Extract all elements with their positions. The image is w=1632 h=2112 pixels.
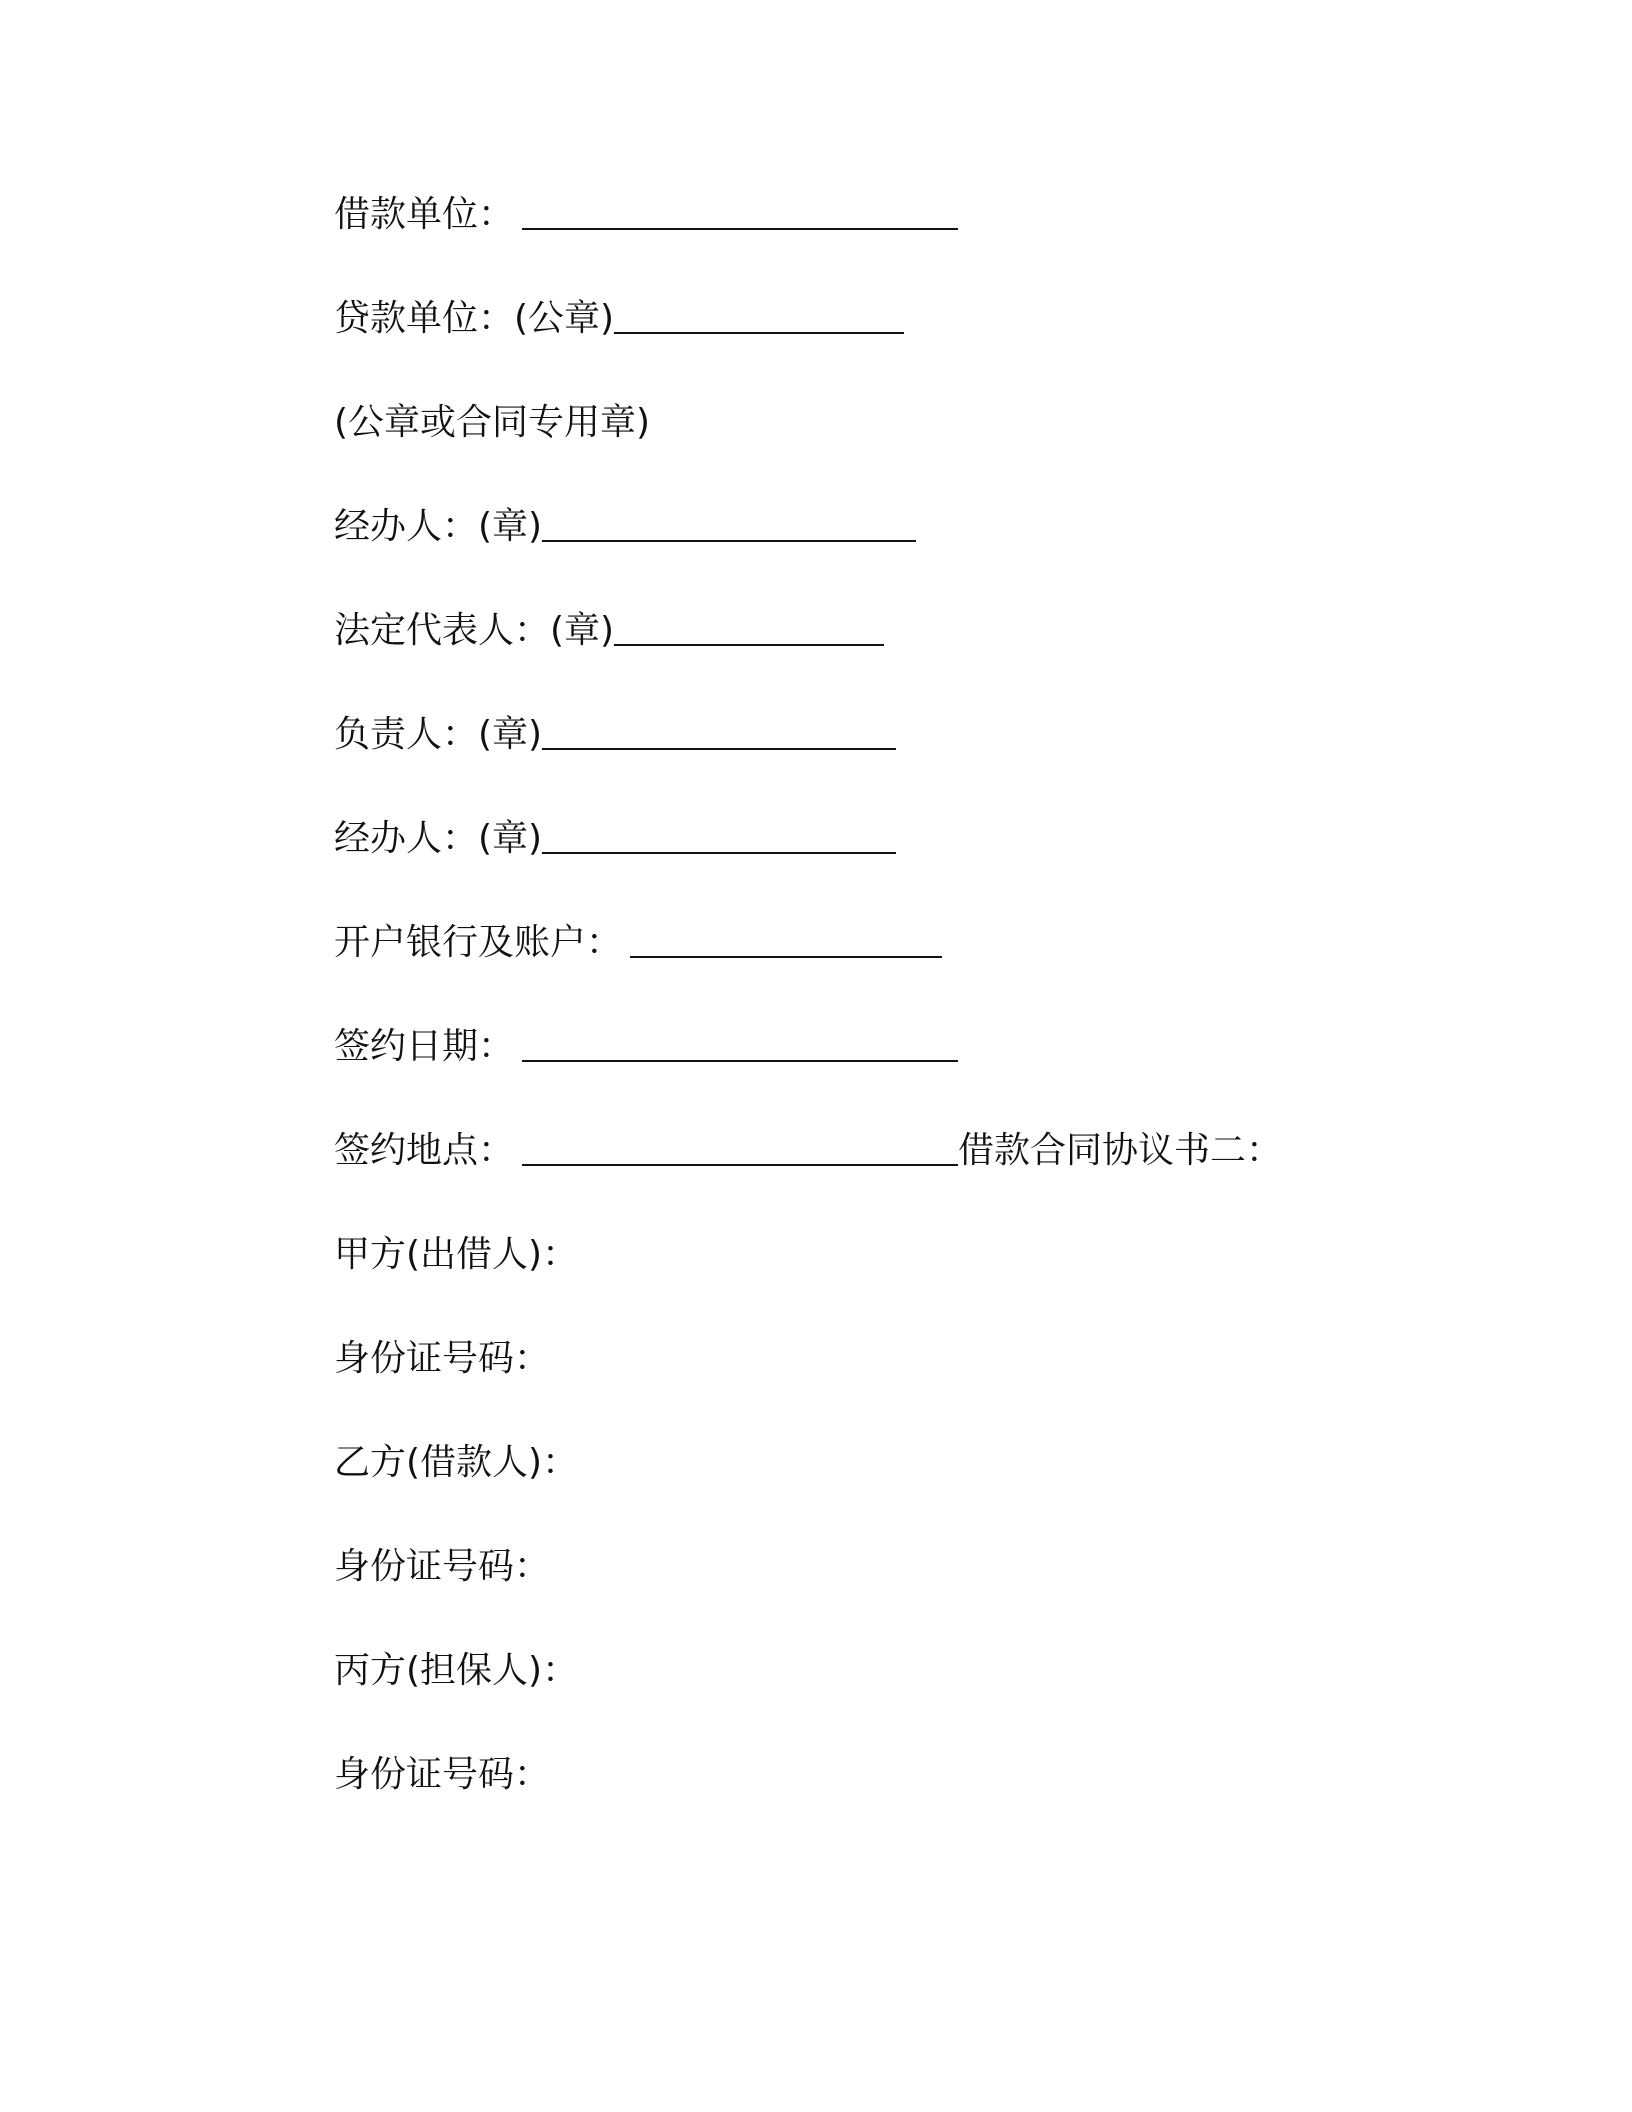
legal-rep-label: 法定代表人：(章) [334,610,615,651]
borrower-unit-line [334,190,958,240]
handler-blank-2[interactable] [542,818,896,854]
responsible-person-label: 负责人：(章) [334,714,543,755]
party-b-id-line [334,1542,550,1592]
bank-account-line [334,918,942,968]
bank-account-label: 开户银行及账户： [334,922,623,963]
party-a-id-line [334,1334,550,1384]
party-c-line [334,1646,578,1696]
handler-line-2 [334,814,896,864]
party-c-id-line [334,1750,550,1800]
party-b-label: 乙方(借款人)： [334,1442,579,1483]
responsible-person-line [334,710,896,760]
borrower-unit-blank[interactable] [522,194,958,230]
party-a-label: 甲方(出借人)： [334,1234,579,1275]
party-c-id-label: 身份证号码： [334,1754,551,1795]
signing-place-line [334,1126,1282,1176]
handler-label-2: 经办人：(章) [334,818,543,859]
party-a-line [334,1230,578,1280]
lender-unit-blank[interactable] [614,298,904,334]
responsible-person-blank[interactable] [542,714,896,750]
signing-date-label: 签约日期： [334,1026,515,1067]
handler-line-1 [334,502,916,552]
handler-label-1: 经办人：(章) [334,506,543,547]
party-b-line [334,1438,578,1488]
handler-blank-1[interactable] [542,506,916,542]
seal-note-line [334,398,650,448]
party-b-id-label: 身份证号码： [334,1546,551,1587]
signing-date-line [334,1022,958,1072]
signing-date-blank[interactable] [522,1026,958,1062]
legal-rep-line [334,606,884,656]
legal-rep-blank[interactable] [614,610,884,646]
lender-unit-label: 贷款单位：(公章) [334,298,615,339]
agreement-two-heading: 借款合同协议书二： [958,1130,1283,1171]
lender-unit-line [334,294,904,344]
party-c-label: 丙方(担保人)： [334,1650,579,1691]
borrower-unit-label: 借款单位： [334,194,515,235]
seal-note-label: (公章或合同专用章) [334,402,651,443]
party-a-id-label: 身份证号码： [334,1338,551,1379]
signing-place-blank[interactable] [522,1130,958,1166]
bank-account-blank[interactable] [630,922,942,958]
signing-place-label: 签约地点： [334,1130,515,1171]
